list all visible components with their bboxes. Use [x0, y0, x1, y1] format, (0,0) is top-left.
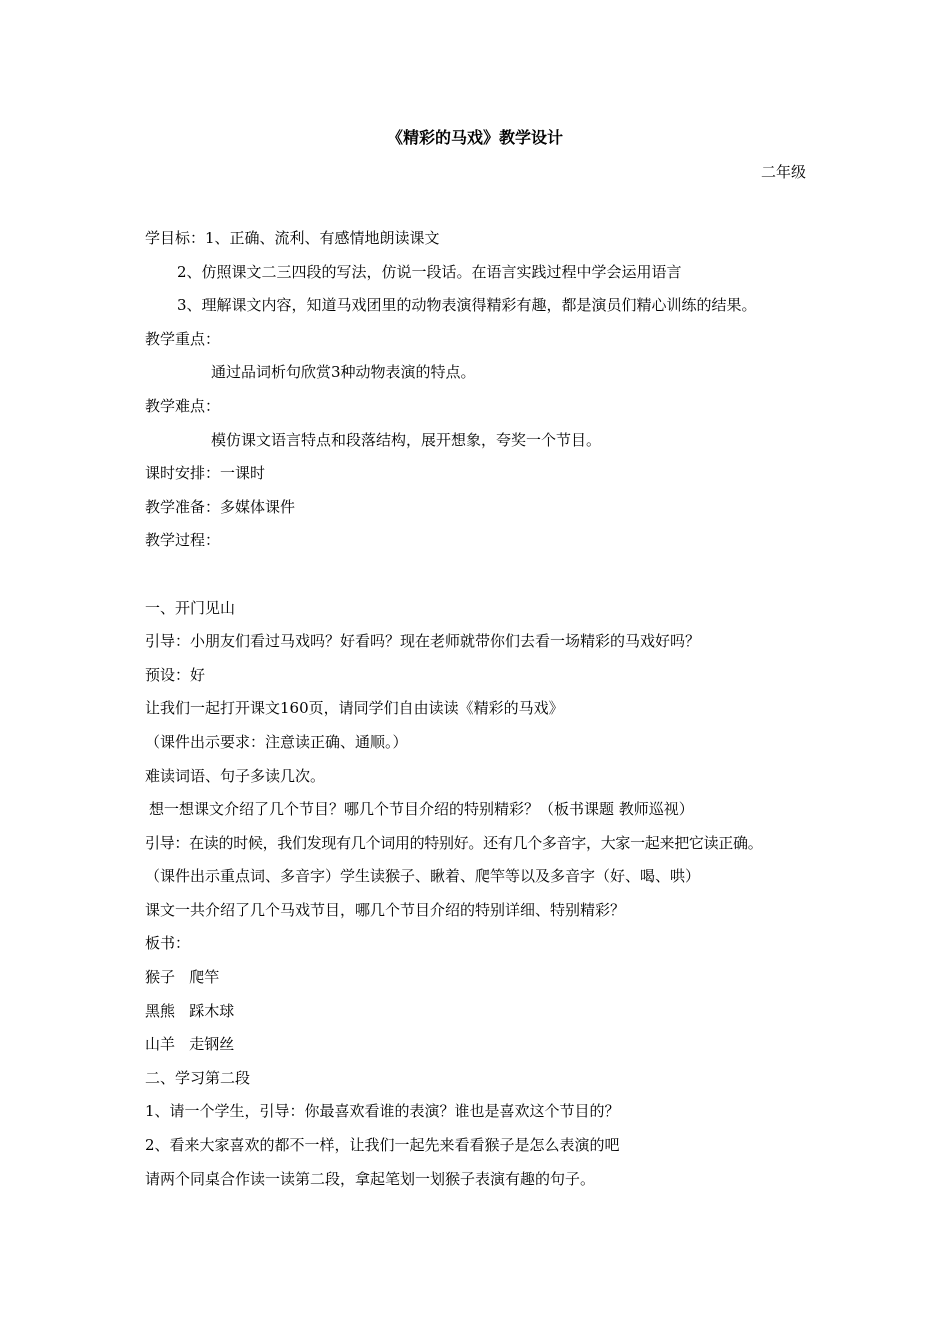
objective-2: 2、仿照课文二三四段的写法，仿说一段话。在语言实践过程中学会运用语言	[177, 262, 682, 281]
paragraph-line: 2、看来大家喜欢的都不一样，让我们一起先来看看猴子是怎么表演的吧	[145, 1136, 620, 1155]
preparation-line: 教学准备：多媒体课件	[145, 497, 296, 516]
key-points-text: 通过品词析句欣赏3种动物表演的特点。	[211, 363, 476, 382]
document-title: 《精彩的马戏》教学设计	[386, 128, 563, 147]
board-item: 黑熊 踩木球	[145, 1001, 235, 1020]
paragraph-line: 课文一共介绍了几个马戏节目，哪几个节目介绍的特别详细、特别精彩？	[145, 900, 626, 919]
difficulties-text: 模仿课文语言特点和段落结构，展开想象，夸奖一个节目。	[211, 430, 602, 449]
paragraph-line: （课件出示要求：注意读正确、通顺。）	[145, 732, 408, 751]
paragraph-line: 请两个同桌合作读一读第二段，拿起笔划一划猴子表演有趣的句子。	[145, 1169, 596, 1188]
section-2-heading: 二、学习第二段	[145, 1068, 251, 1087]
schedule-line: 课时安排：一课时	[145, 464, 266, 483]
board-heading: 板书：	[145, 934, 191, 953]
paragraph-line: （课件出示重点词、多音字）学生读猴子、瞅着、爬竿等以及多音字（好、喝、哄）	[145, 867, 701, 886]
process-heading: 教学过程：	[145, 531, 221, 550]
board-item: 山羊 走钢丝	[145, 1035, 235, 1054]
document-body	[145, 227, 825, 1201]
paragraph-line: 1、请一个学生，引导：你最喜欢看谁的表演？谁也是喜欢这个节目的？	[145, 1102, 620, 1121]
difficulties-heading: 教学难点：	[145, 396, 221, 415]
section-1-heading: 一、开门见山	[145, 598, 236, 617]
paragraph-line: 难读词语、句子多读几次。	[145, 766, 326, 785]
paragraph-line: 让我们一起打开课文160页，请同学们自由读读《精彩的马戏》	[145, 699, 564, 718]
paragraph-line: 想一想课文介绍了几个节目？哪几个节目介绍的特别精彩？（板书课题 教师巡视）	[149, 800, 694, 819]
objective-1: 学目标：1、正确、流利、有感情地朗读课文	[145, 229, 440, 247]
paragraph-line: 预设：好	[145, 665, 206, 684]
objective-3: 3、理解课文内容，知道马戏团里的动物表演得精彩有趣，都是演员们精心训练的结果。	[177, 296, 757, 315]
board-item: 猴子 爬竿	[145, 968, 220, 987]
paragraph-line: 引导：在读的时候，我们发现有几个词用的特别好。还有几个多音字，大家一起来把它读正确。	[145, 833, 763, 852]
key-points-heading: 教学重点：	[145, 329, 221, 348]
grade-label: 二年级	[760, 163, 806, 181]
blank-line	[145, 563, 825, 597]
paragraph-line: 引导：小朋友们看过马戏吗？好看吗？现在老师就带你们去看一场精彩的马戏好吗？	[145, 632, 701, 651]
